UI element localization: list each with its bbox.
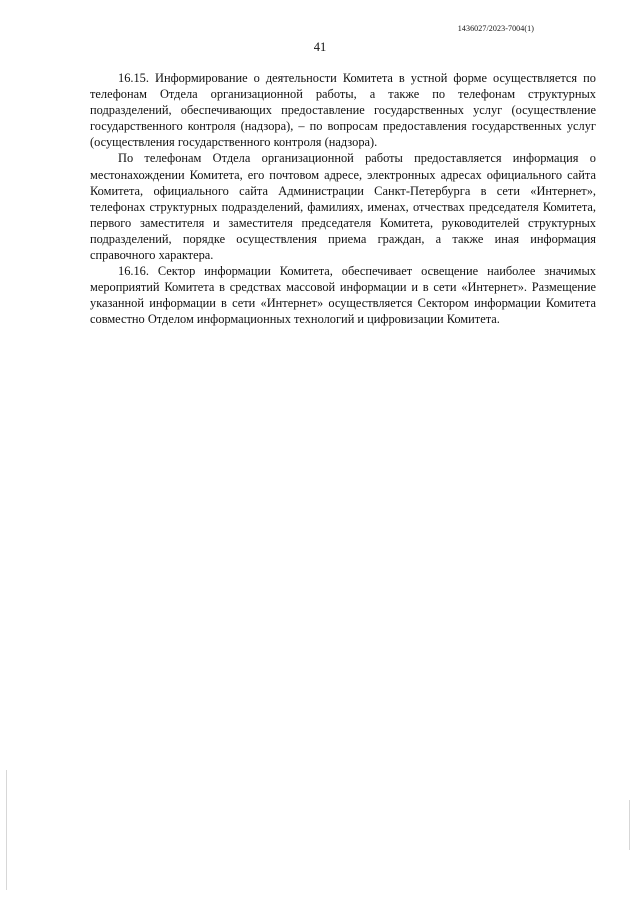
scan-edge-left <box>6 770 7 890</box>
paragraph-16-16: 16.16. Сектор информации Комитета, обеспечивает освещение наиболее значимых мероприятий Комитета в средствах массовой информации и в сети «Интернет». Размещение указанной информации в сети «Интернет» осуществляется Сектором информации Комитета совместно Отделом информационных технологий и цифровизации Комитета. <box>90 264 596 327</box>
paragraph-phone-info: По телефонам Отдела организационной работы предоставляется информация о местонахождении Комитета, его почтовом адресе, электронных адресах официального сайта Комитета, официального сайта Администрации Санкт-Петербурга в сети «Интернет», телефонах структурных подразделений, фамилиях, именах, отчествах председателя Комитета, первого заместителя и заместителя председателя Комитета, руководителей структурных подразделений, порядке осуществления приема граждан, а также иная информация справочного характера. <box>90 151 596 263</box>
scan-edge-right <box>629 800 630 850</box>
page-number: 41 <box>313 40 327 54</box>
document-registration-number: 1436027/2023-7004(1) <box>457 24 534 33</box>
paragraph-16-15: 16.15. Информирование о деятельности Комитета в устной форме осуществляется по телефонам Отдела организационной работы, а также по телефонам структурных подразделений, обеспечивающих предоставление государственных услуг (осуществление государственного контроля (надзора), – по вопросам предоставления государственных услуг (осуществления государственного контроля (надзора). <box>90 71 596 150</box>
document-body <box>90 70 596 328</box>
